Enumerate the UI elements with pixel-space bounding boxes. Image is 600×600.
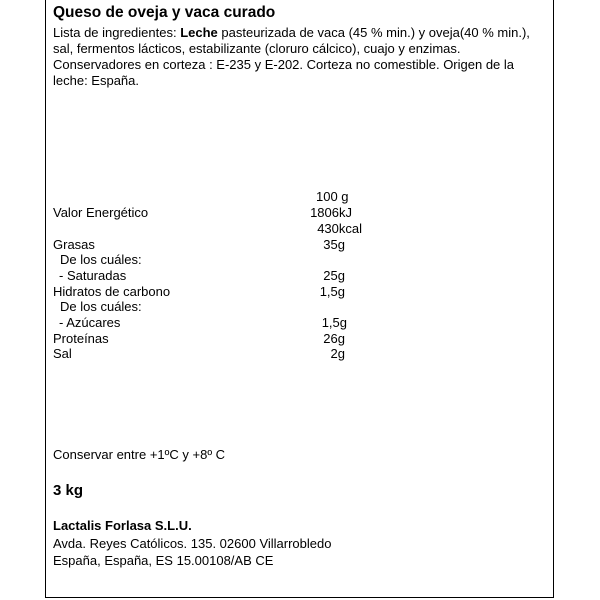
nutrition-column-header: 100 g	[316, 189, 349, 204]
product-title: Queso de oveja y vaca curado	[53, 4, 276, 21]
nutrition-row-value: 1,5g	[321, 315, 347, 330]
nutrition-row-value: 1,5g	[319, 284, 345, 299]
nutrition-row-label: De los cuáles:	[60, 252, 142, 267]
manufacturer-address: Avda. Reyes Católicos. 135. 02600 Villarrobledo	[53, 536, 332, 551]
nutrition-energy-kcal: 430kcal	[317, 221, 362, 236]
nutrition-row-value: 35g	[323, 237, 345, 252]
nutrition-row-label: - Azúcares	[59, 315, 121, 330]
manufacturer-registry: España, España, ES 15.00108/AB CE	[53, 553, 274, 568]
nutrition-row-value: 2g	[330, 346, 345, 361]
nutrition-row-value: 25g	[323, 268, 345, 283]
manufacturer-name: Lactalis Forlasa S.L.U.	[53, 518, 192, 533]
nutrition-row-label: - Saturadas	[59, 268, 127, 283]
storage-instructions: Conservar entre +1ºC y +8º C	[53, 447, 226, 462]
nutrition-row-label: Grasas	[53, 237, 95, 252]
ingredients-highlight: Leche	[180, 25, 218, 40]
ingredients-list	[53, 25, 549, 89]
nutrition-row-label: De los cuáles:	[60, 299, 142, 314]
nutrition-row-label: Hidratos de carbono	[53, 284, 171, 299]
ingredients-text: pasteurizada de vaca (45 % min.) y oveja(40 % min.), sal, fermentos lácticos, estabilizante (cloruro cálcico), cuajo y enzimas. Conservadores en corteza : E-235 y E-202. Corteza no comestible. Origen de la leche: España.	[53, 25, 530, 88]
nutrition-energy-label: Valor Energético	[53, 205, 149, 220]
net-weight: 3 kg	[53, 482, 84, 499]
nutrition-row-label: Proteínas	[53, 331, 109, 346]
nutrition-energy-kj: 1806kJ	[310, 205, 352, 220]
nutrition-row-value: 26g	[323, 331, 345, 346]
nutrition-row-label: Sal	[53, 346, 72, 361]
ingredients-prefix: Lista de ingredientes:	[53, 25, 181, 40]
